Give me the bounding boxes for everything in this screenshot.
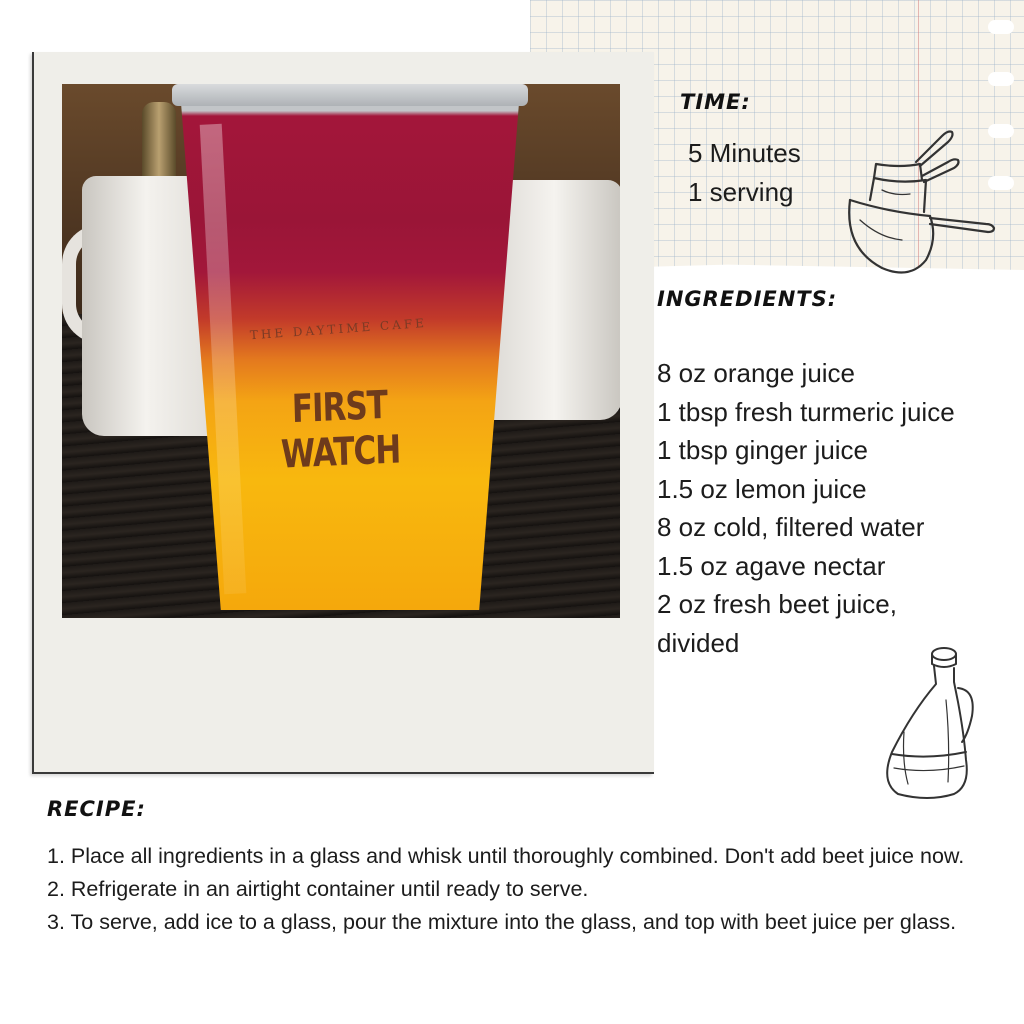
list-item: 8 oz orange juice	[657, 358, 856, 388]
recipe-step: 2. Refrigerate in an airtight container until ready to serve.	[47, 877, 589, 901]
photo-cup-rim	[172, 84, 528, 106]
recipe-steps	[47, 840, 997, 939]
recipe-heading: RECIPE:	[47, 797, 146, 821]
cup-brand-text: FIRST WATCH	[280, 382, 401, 478]
ingredient-list	[657, 354, 1007, 662]
list-item: 1 tbsp ginger juice	[657, 435, 869, 465]
list-item: divided	[657, 627, 740, 658]
recipe-step: 1. Place all ingredients in a glass and whisk until thoroughly combined. Don't add beet juice now.	[47, 844, 965, 868]
list-item: 1 tbsp fresh turmeric juice	[657, 396, 955, 427]
list-item: 1.5 oz lemon juice	[657, 473, 867, 504]
ingredients-heading: INGREDIENTS:	[657, 287, 838, 311]
time-info	[688, 134, 801, 212]
list-item: 1.5 oz agave nectar	[657, 550, 886, 581]
paper-hole	[988, 72, 1014, 86]
time-servings: 1 serving	[688, 177, 794, 207]
paper-hole	[988, 20, 1014, 34]
recipe-step: 3. To serve, add ice to a glass, pour the mixture into the glass, and top with beet juice per glass.	[47, 910, 957, 934]
time-duration: 5 Minutes	[688, 138, 801, 168]
cup-arc-text: THE DAYTIME CAFE	[249, 315, 428, 343]
saucepans-sketch-icon	[830, 120, 1000, 280]
drink-photo	[62, 84, 620, 618]
time-heading: TIME:	[680, 90, 751, 114]
list-item: 2 oz fresh beet juice,	[657, 589, 897, 619]
oil-bottle-sketch-icon	[872, 642, 982, 804]
list-item: 8 oz cold, filtered water	[657, 512, 925, 542]
polaroid-frame	[32, 52, 654, 774]
